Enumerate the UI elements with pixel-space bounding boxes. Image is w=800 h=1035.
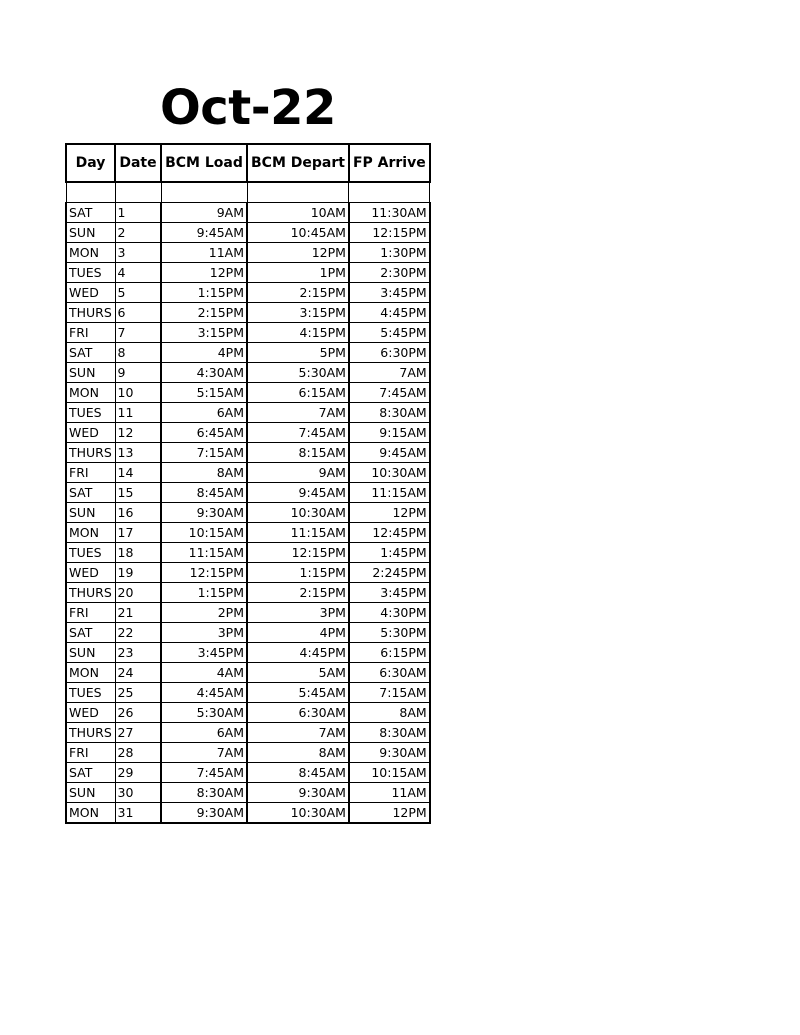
table-row — [66, 683, 430, 703]
date-cell: 21 — [115, 603, 161, 623]
date-cell: 12 — [115, 423, 161, 443]
spacer-cell — [115, 182, 161, 203]
table-row — [66, 383, 430, 403]
bcm-load-cell: 5:30AM — [161, 703, 247, 723]
day-cell: SAT — [66, 763, 115, 783]
date-cell: 18 — [115, 543, 161, 563]
bcm-load-cell: 3PM — [161, 623, 247, 643]
fp-arrive-cell: 8:30AM — [349, 723, 430, 743]
bcm-depart-cell: 4PM — [247, 623, 349, 643]
bcm-load-cell: 12:15PM — [161, 563, 247, 583]
day-cell: SAT — [66, 623, 115, 643]
day-cell: WED — [66, 703, 115, 723]
day-cell: SUN — [66, 503, 115, 523]
day-cell: WED — [66, 283, 115, 303]
fp-arrive-cell: 8AM — [349, 703, 430, 723]
date-cell: 13 — [115, 443, 161, 463]
table-row — [66, 403, 430, 423]
bcm-load-cell: 4:30AM — [161, 363, 247, 383]
date-cell: 23 — [115, 643, 161, 663]
bcm-load-cell: 11:15AM — [161, 543, 247, 563]
fp-arrive-cell: 1:30PM — [349, 243, 430, 263]
date-cell: 8 — [115, 343, 161, 363]
fp-arrive-cell: 6:15PM — [349, 643, 430, 663]
table-row — [66, 783, 430, 803]
date-cell: 5 — [115, 283, 161, 303]
fp-arrive-cell: 7:15AM — [349, 683, 430, 703]
date-cell: 15 — [115, 483, 161, 503]
bcm-load-cell: 1:15PM — [161, 283, 247, 303]
table-row — [66, 203, 430, 223]
table-header — [66, 144, 430, 182]
bcm-depart-cell: 1PM — [247, 263, 349, 283]
fp-arrive-cell: 1:45PM — [349, 543, 430, 563]
date-cell: 20 — [115, 583, 161, 603]
fp-arrive-cell: 2:30PM — [349, 263, 430, 283]
page-title: Oct-22 — [160, 80, 336, 136]
fp-arrive-cell: 12PM — [349, 803, 430, 824]
day-cell: TUES — [66, 263, 115, 283]
date-cell: 2 — [115, 223, 161, 243]
bcm-load-cell: 6AM — [161, 403, 247, 423]
day-cell: WED — [66, 563, 115, 583]
bcm-depart-cell: 4:15PM — [247, 323, 349, 343]
table-body — [66, 182, 430, 823]
table-row — [66, 523, 430, 543]
bcm-depart-cell: 6:15AM — [247, 383, 349, 403]
fp-arrive-cell: 5:45PM — [349, 323, 430, 343]
bcm-depart-cell: 7:45AM — [247, 423, 349, 443]
bcm-load-cell: 8:45AM — [161, 483, 247, 503]
day-cell: FRI — [66, 323, 115, 343]
fp-arrive-cell: 3:45PM — [349, 283, 430, 303]
bcm-depart-cell: 5PM — [247, 343, 349, 363]
day-cell: SAT — [66, 483, 115, 503]
bcm-load-cell: 9:45AM — [161, 223, 247, 243]
fp-arrive-cell: 10:30AM — [349, 463, 430, 483]
bcm-depart-cell: 8:15AM — [247, 443, 349, 463]
table-row — [66, 423, 430, 443]
bcm-depart-cell: 7AM — [247, 403, 349, 423]
bcm-depart-cell: 6:30AM — [247, 703, 349, 723]
date-cell: 6 — [115, 303, 161, 323]
table-row — [66, 803, 430, 824]
bcm-depart-cell: 2:15PM — [247, 583, 349, 603]
date-cell: 1 — [115, 203, 161, 223]
day-cell: MON — [66, 523, 115, 543]
day-cell: THURS — [66, 723, 115, 743]
fp-arrive-cell: 12:45PM — [349, 523, 430, 543]
header-date: Date — [115, 144, 161, 182]
day-cell: MON — [66, 243, 115, 263]
table-row — [66, 303, 430, 323]
bcm-load-cell: 8:30AM — [161, 783, 247, 803]
table-row — [66, 503, 430, 523]
fp-arrive-cell: 9:15AM — [349, 423, 430, 443]
day-cell: TUES — [66, 683, 115, 703]
bcm-load-cell: 9AM — [161, 203, 247, 223]
fp-arrive-cell: 11:30AM — [349, 203, 430, 223]
day-cell: FRI — [66, 463, 115, 483]
bcm-depart-cell: 3:15PM — [247, 303, 349, 323]
bcm-load-cell: 4:45AM — [161, 683, 247, 703]
date-cell: 3 — [115, 243, 161, 263]
table-row — [66, 763, 430, 783]
bcm-depart-cell: 8:45AM — [247, 763, 349, 783]
bcm-depart-cell: 11:15AM — [247, 523, 349, 543]
bcm-depart-cell: 10AM — [247, 203, 349, 223]
bcm-load-cell: 4PM — [161, 343, 247, 363]
table-row — [66, 283, 430, 303]
fp-arrive-cell: 11AM — [349, 783, 430, 803]
fp-arrive-cell: 4:45PM — [349, 303, 430, 323]
day-cell: SAT — [66, 343, 115, 363]
day-cell: THURS — [66, 583, 115, 603]
table-row — [66, 323, 430, 343]
table-row — [66, 663, 430, 683]
table-row — [66, 343, 430, 363]
date-cell: 27 — [115, 723, 161, 743]
date-cell: 22 — [115, 623, 161, 643]
day-cell: MON — [66, 663, 115, 683]
fp-arrive-cell: 6:30PM — [349, 343, 430, 363]
bcm-depart-cell: 9:30AM — [247, 783, 349, 803]
bcm-load-cell: 2:15PM — [161, 303, 247, 323]
table-row — [66, 743, 430, 763]
day-cell: FRI — [66, 743, 115, 763]
day-cell: THURS — [66, 443, 115, 463]
bcm-depart-cell: 10:30AM — [247, 503, 349, 523]
fp-arrive-cell: 9:45AM — [349, 443, 430, 463]
table-row — [66, 583, 430, 603]
fp-arrive-cell: 3:45PM — [349, 583, 430, 603]
bcm-depart-cell: 10:45AM — [247, 223, 349, 243]
header-spacer-row — [66, 182, 430, 203]
bcm-load-cell: 2PM — [161, 603, 247, 623]
day-cell: SUN — [66, 223, 115, 243]
table-row — [66, 363, 430, 383]
bcm-load-cell: 8AM — [161, 463, 247, 483]
table-row — [66, 603, 430, 623]
day-cell: WED — [66, 423, 115, 443]
fp-arrive-cell: 7AM — [349, 363, 430, 383]
bcm-load-cell: 3:45PM — [161, 643, 247, 663]
schedule-table — [65, 143, 431, 824]
bcm-depart-cell: 12PM — [247, 243, 349, 263]
bcm-depart-cell: 9AM — [247, 463, 349, 483]
bcm-load-cell: 1:15PM — [161, 583, 247, 603]
fp-arrive-cell: 9:30AM — [349, 743, 430, 763]
fp-arrive-cell: 8:30AM — [349, 403, 430, 423]
date-cell: 24 — [115, 663, 161, 683]
table-row — [66, 483, 430, 503]
bcm-depart-cell: 2:15PM — [247, 283, 349, 303]
fp-arrive-cell: 5:30PM — [349, 623, 430, 643]
day-cell: THURS — [66, 303, 115, 323]
bcm-load-cell: 9:30AM — [161, 503, 247, 523]
spacer-cell — [161, 182, 247, 203]
table-row — [66, 243, 430, 263]
day-cell: MON — [66, 383, 115, 403]
bcm-load-cell: 4AM — [161, 663, 247, 683]
bcm-load-cell: 7:15AM — [161, 443, 247, 463]
table-row — [66, 443, 430, 463]
bcm-depart-cell: 4:45PM — [247, 643, 349, 663]
fp-arrive-cell: 12:15PM — [349, 223, 430, 243]
table-row — [66, 563, 430, 583]
bcm-depart-cell: 12:15PM — [247, 543, 349, 563]
table-row — [66, 723, 430, 743]
date-cell: 10 — [115, 383, 161, 403]
day-cell: SUN — [66, 643, 115, 663]
table-row — [66, 543, 430, 563]
fp-arrive-cell: 4:30PM — [349, 603, 430, 623]
day-cell: TUES — [66, 403, 115, 423]
bcm-load-cell: 6:45AM — [161, 423, 247, 443]
bcm-depart-cell: 10:30AM — [247, 803, 349, 824]
bcm-load-cell: 7:45AM — [161, 763, 247, 783]
date-cell: 29 — [115, 763, 161, 783]
bcm-depart-cell: 3PM — [247, 603, 349, 623]
date-cell: 30 — [115, 783, 161, 803]
date-cell: 31 — [115, 803, 161, 824]
spacer-cell — [247, 182, 349, 203]
bcm-depart-cell: 8AM — [247, 743, 349, 763]
date-cell: 28 — [115, 743, 161, 763]
day-cell: TUES — [66, 543, 115, 563]
bcm-load-cell: 12PM — [161, 263, 247, 283]
table-row — [66, 223, 430, 243]
date-cell: 11 — [115, 403, 161, 423]
spacer-cell — [66, 182, 115, 203]
bcm-load-cell: 9:30AM — [161, 803, 247, 824]
header-day: Day — [66, 144, 115, 182]
date-cell: 17 — [115, 523, 161, 543]
bcm-depart-cell: 1:15PM — [247, 563, 349, 583]
bcm-load-cell: 6AM — [161, 723, 247, 743]
date-cell: 4 — [115, 263, 161, 283]
day-cell: SAT — [66, 203, 115, 223]
date-cell: 14 — [115, 463, 161, 483]
table-row — [66, 623, 430, 643]
date-cell: 19 — [115, 563, 161, 583]
header-bcm-load: BCM Load — [161, 144, 247, 182]
bcm-load-cell: 3:15PM — [161, 323, 247, 343]
fp-arrive-cell: 2:245PM — [349, 563, 430, 583]
table-row — [66, 263, 430, 283]
fp-arrive-cell: 7:45AM — [349, 383, 430, 403]
day-cell: SUN — [66, 783, 115, 803]
header-row — [66, 144, 430, 182]
header-bcm-depart: BCM Depart — [247, 144, 349, 182]
header-fp-arrive: FP Arrive — [349, 144, 430, 182]
fp-arrive-cell: 12PM — [349, 503, 430, 523]
day-cell: MON — [66, 803, 115, 824]
date-cell: 25 — [115, 683, 161, 703]
bcm-depart-cell: 5:45AM — [247, 683, 349, 703]
bcm-load-cell: 5:15AM — [161, 383, 247, 403]
spacer-cell — [349, 182, 430, 203]
fp-arrive-cell: 6:30AM — [349, 663, 430, 683]
bcm-depart-cell: 5AM — [247, 663, 349, 683]
bcm-depart-cell: 5:30AM — [247, 363, 349, 383]
day-cell: FRI — [66, 603, 115, 623]
bcm-load-cell: 11AM — [161, 243, 247, 263]
day-cell: SUN — [66, 363, 115, 383]
date-cell: 7 — [115, 323, 161, 343]
date-cell: 9 — [115, 363, 161, 383]
date-cell: 26 — [115, 703, 161, 723]
bcm-load-cell: 10:15AM — [161, 523, 247, 543]
date-cell: 16 — [115, 503, 161, 523]
table-row — [66, 463, 430, 483]
fp-arrive-cell: 10:15AM — [349, 763, 430, 783]
table-row — [66, 643, 430, 663]
fp-arrive-cell: 11:15AM — [349, 483, 430, 503]
table-row — [66, 703, 430, 723]
bcm-depart-cell: 7AM — [247, 723, 349, 743]
bcm-load-cell: 7AM — [161, 743, 247, 763]
bcm-depart-cell: 9:45AM — [247, 483, 349, 503]
